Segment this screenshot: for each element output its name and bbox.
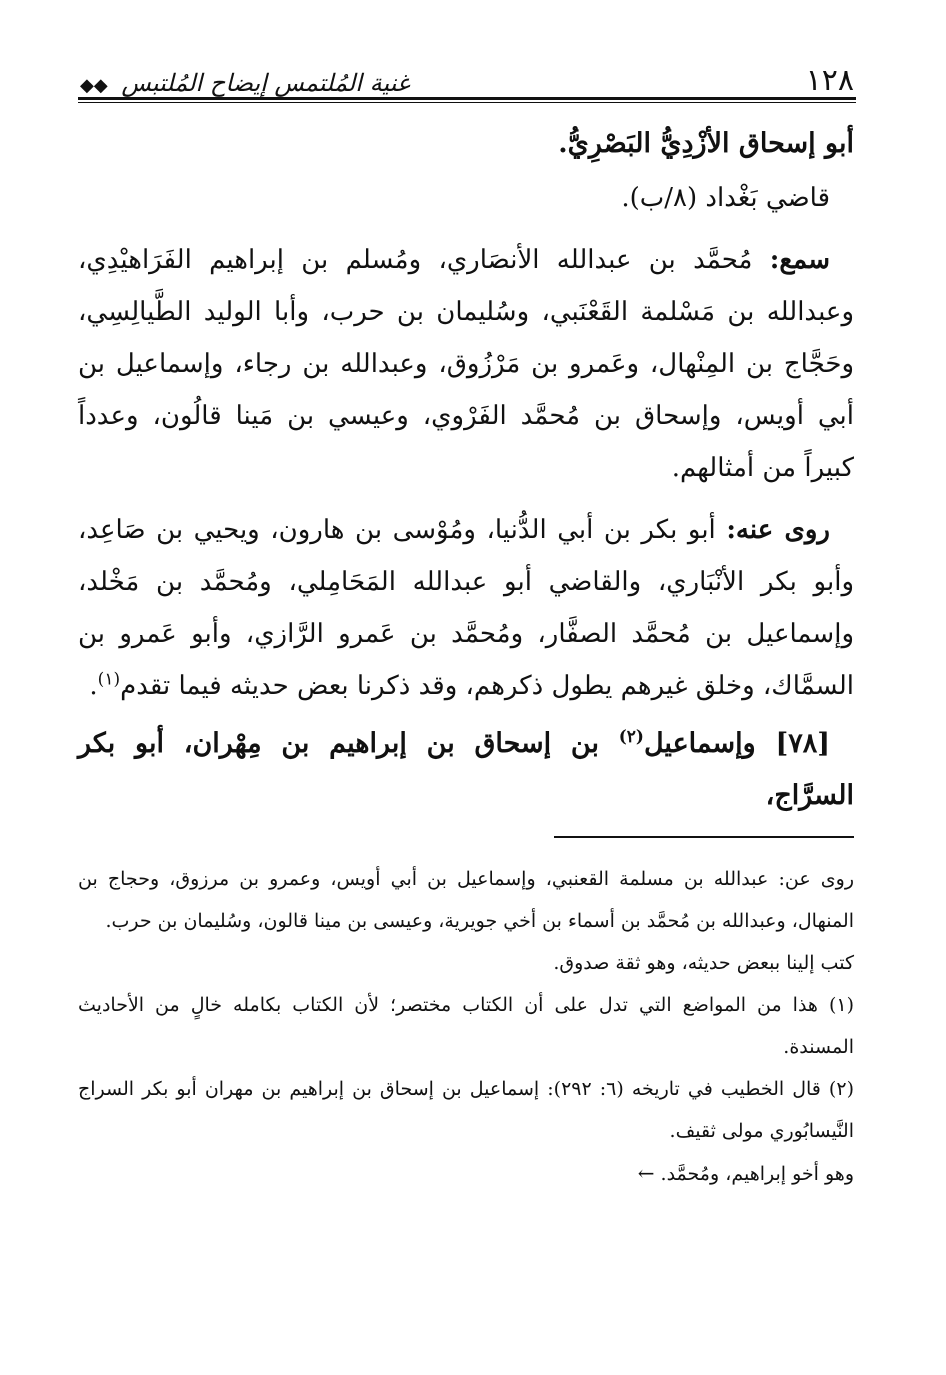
- heard-text: مُحمَّد بن عبدالله الأنصَاري، ومُسلم بن إبراهيم الفَرَاهيْدِي، وعبدالله بن مَسْلمة القَعْنَبي، وسُليمان بن حرب، وأبا الوليد الطَّيالِسِي، وحَجَّاج بن المِنْهال، وعَمرو بن مَرْزُوق، وعبدالله بن رجاء، وإسماعيل بن أبي أويس، وإسحاق بن مُحمَّد الفَرْوي، وعيسي بن مَينا قالُون، وعدداً كبيراً من أمثالهم.: [78, 245, 854, 483]
- page-number: ١٢٨: [805, 63, 854, 98]
- next-entry-name: وإسماعيل: [643, 728, 756, 759]
- main-text: [78, 118, 854, 822]
- page-header: [80, 48, 854, 96]
- next-entry-heading: [78, 718, 854, 822]
- header-rule: [78, 97, 856, 103]
- narrated-text: أبو بكر بن أبي الدُّنيا، ومُوْسى بن هارون، ويحيي بن صَاعِد، وأبو بكر الأنْبَاري، والقاضي أبو عبدالله المَحَامِلي، ومُحمَّد بن مَخْلد، وإسماعيل بن مُحمَّد الصفَّار، ومُحمَّد بن عَمرو الرَّازي، وأبو عَمرو بن السمَّاك، وخلق غيرهم يطول ذكرهم، وقد ذكرنا بعض حديثه فيما تقدم: [78, 515, 854, 701]
- narrated-end: .: [89, 671, 98, 701]
- footnote-2-cont-text: وهو أخو إبراهيم، ومُحمَّد.: [660, 1163, 854, 1185]
- footnotes: [78, 858, 854, 1195]
- footnote-1: (١) هذا من المواضع التي تدل على أن الكتاب مختصر؛ لأن الكتاب بكامله خالٍ من الأحاديث المسندة.: [78, 994, 854, 1058]
- footnote-2-continued: [78, 1152, 854, 1195]
- narrated-label: روى عنه:: [726, 515, 830, 545]
- footnote-carry-note: كتب إلينا ببعض حديثه، وهو ثقة صدوق.: [553, 952, 854, 974]
- diamond-ornament-icon: ◆◆: [80, 74, 108, 96]
- footnote-carry-narrated: روى عن: عبدالله بن مسلمة القعنبي، وإسماعيل بن أبي أويس، وعمرو بن مرزوق، وحجاج بن المنهال، وعبدالله بن مُحمَّد بن أسماء بن أخي جويرية، وعيسى بن مينا قالون، وسُليمان بن حرب.: [78, 868, 854, 932]
- running-title: [80, 70, 409, 96]
- footnote-2: (٢) قال الخطيب في تاريخه (٦: ٢٩٢): إسماعيل بن إسحاق بن إبراهيم بن مهران أبو بكر السراج النَّيسابُوري مولى ثقيف.: [78, 1078, 854, 1142]
- footnote-ref-1[interactable]: (١): [97, 669, 121, 690]
- continue-arrow-icon: ←: [637, 1161, 655, 1185]
- narrated-paragraph: [78, 504, 854, 712]
- footnote-rule: [554, 836, 854, 838]
- next-entry-rest: بن إسحاق بن إبراهيم بن مِهْران، أبو بكر السرَّاج،: [78, 728, 854, 811]
- entry-number: [٧٨]: [775, 728, 831, 759]
- heard-paragraph: [78, 234, 854, 494]
- heard-label: سمع:: [769, 245, 830, 275]
- entry-subtitle: قاضي بَغْداد (٨/ب).: [621, 183, 830, 213]
- entry-title: أبو إسحاق الأزْدِيُّ البَصْرِيُّ.: [558, 128, 854, 159]
- running-title-text: غنية المُلتمس إيضاح المُلتبس: [121, 68, 410, 97]
- footnote-ref-2[interactable]: (٢): [618, 727, 644, 747]
